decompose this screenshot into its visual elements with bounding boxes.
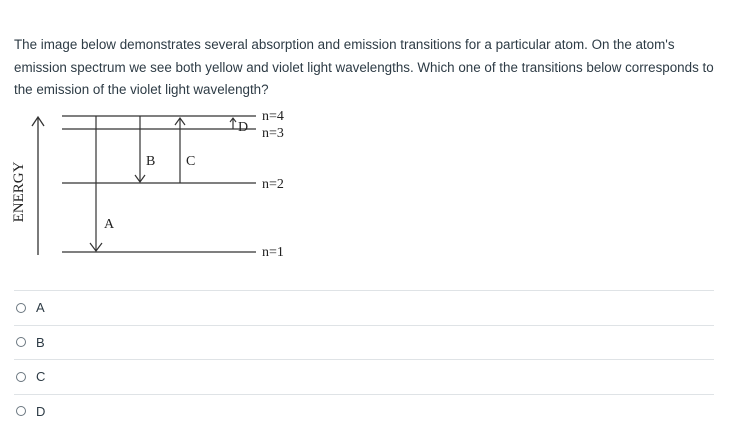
option-c-label: C (36, 369, 46, 385)
transition-c-label: C (186, 154, 196, 169)
question-text: The image below demonstrates several absorption and emission transitions for a particular atom. On the atom's emission spectrum we see both yellow and violet light wavelengths. Which one of the transitions below corresponds to the emission of the violet light wavelength? (14, 37, 714, 97)
level-n2-label: n=2 (262, 177, 284, 192)
transition-d-label: D (238, 120, 249, 135)
option-b-radio[interactable] (16, 337, 26, 347)
energy-axis-label: ENERGY (11, 161, 27, 223)
option-c-radio[interactable] (16, 372, 26, 382)
energy-level-diagram (0, 100, 729, 270)
level-n3-label: n=3 (262, 126, 284, 141)
option-a-radio[interactable] (16, 303, 26, 313)
answer-options (14, 290, 714, 428)
option-c[interactable] (14, 359, 714, 394)
option-d[interactable] (14, 394, 714, 429)
transition-b-label: B (146, 154, 156, 169)
option-d-label: D (36, 403, 46, 419)
transition-a-label: A (104, 217, 115, 232)
option-b[interactable] (14, 325, 714, 360)
option-a-label: A (36, 300, 45, 316)
option-d-radio[interactable] (16, 406, 26, 416)
level-n1-label: n=1 (262, 245, 284, 260)
option-a[interactable] (14, 290, 714, 325)
level-n4-label: n=4 (262, 109, 284, 124)
option-b-label: B (36, 334, 45, 350)
